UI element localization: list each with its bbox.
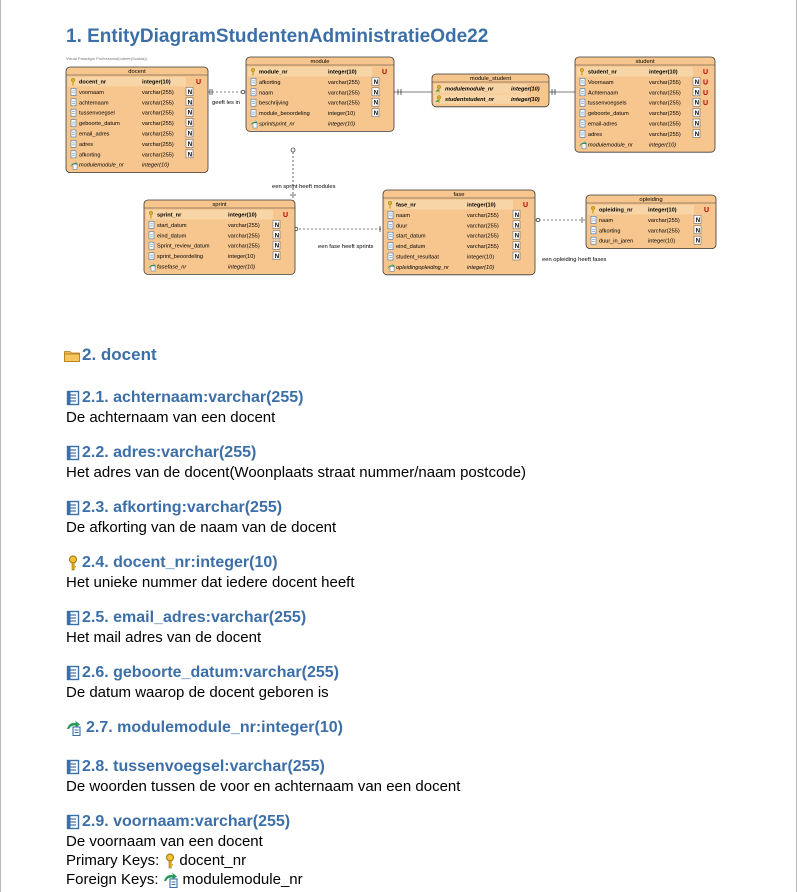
column-icon: [149, 221, 154, 228]
entity-column-name: naam: [599, 217, 613, 224]
column-icon: [71, 120, 76, 127]
entity-title: student: [635, 59, 655, 65]
entity-column-type: integer(10): [142, 162, 170, 169]
entity-column-type: varchar(255): [142, 110, 174, 117]
section-title: [64, 345, 157, 365]
rel-end-circle: [241, 90, 245, 94]
attribute-description: Het adres van de docent(Woonplaats straat nummer/naam postcode): [66, 464, 526, 481]
attribute-heading-text: 2.8. tussenvoegsel:varchar(255): [82, 758, 325, 775]
attribute-description: Het mail adres van de docent: [66, 629, 262, 646]
entity-column-name: duur: [396, 223, 408, 230]
primary-keys-line: [66, 851, 303, 870]
entity-column-name: sprintsprint_nr: [259, 121, 295, 128]
column-icon: [66, 500, 80, 516]
column-icon: [71, 88, 76, 95]
entity-title: module_student: [469, 76, 512, 82]
entity-column-type: integer(10): [228, 254, 256, 261]
entity-column-name: modulemodule_nr: [588, 142, 633, 149]
foreign-keys-label: Foreign Keys:: [66, 871, 159, 888]
primary-key-icon: [163, 853, 177, 869]
column-icon: [580, 110, 585, 117]
rel-end-circle: [536, 218, 540, 222]
entity-column-name: eind_datum: [396, 244, 426, 251]
entity-title: opleiding: [639, 197, 663, 203]
entity-column-type: varchar(255): [649, 100, 681, 107]
svg-text:N: N: [695, 228, 701, 235]
entity-column-type: varchar(255): [649, 79, 681, 86]
column-icon: [388, 211, 393, 218]
entity-column-type: varchar(255): [467, 223, 499, 230]
column-icon: [71, 151, 76, 158]
attribute-heading-text: 2.6. geboorte_datum:varchar(255): [82, 664, 339, 681]
attribute-heading: [66, 388, 303, 408]
svg-text:N: N: [187, 131, 193, 138]
rel-label-sprint-fase: een fase heeft sprints: [318, 244, 374, 250]
attribute-heading: [66, 443, 526, 463]
column-icon: [251, 99, 256, 106]
column-icon: [388, 232, 393, 239]
column-icon: [580, 120, 585, 127]
column-icon: [591, 216, 596, 223]
entity-column-name: student_nr: [588, 69, 617, 76]
svg-text:N: N: [373, 111, 379, 118]
svg-text:N: N: [187, 100, 193, 107]
svg-text:N: N: [274, 254, 280, 261]
entity-column-name: modulemodule_nr: [79, 162, 124, 169]
entity-column-type: integer(10): [328, 111, 356, 118]
svg-text:N: N: [187, 89, 193, 96]
column-icon: [149, 242, 154, 249]
entity-column-name: fasefase_nr: [157, 264, 187, 271]
svg-text:N: N: [694, 100, 700, 107]
entity-column-name: email_adres: [79, 131, 110, 138]
entity-title: module: [310, 59, 330, 65]
entity-column-name: duur_in_jaren: [599, 238, 634, 245]
folder-icon: [64, 350, 80, 362]
entity-column-type: varchar(255): [467, 244, 499, 251]
entity-column-type: varchar(255): [648, 217, 680, 224]
column-icon: [66, 814, 80, 830]
entity-sprint: [144, 200, 295, 274]
primary-key-icon: [66, 555, 80, 571]
attribute-heading-text: 2.9. voornaam:varchar(255): [82, 813, 291, 830]
entity-column-type: varchar(255): [228, 243, 260, 250]
watermark: Visual Paradigm Professional(odeee(Scalda)): [66, 56, 147, 61]
attribute-heading-text: 2.3. afkorting:varchar(255): [82, 499, 283, 516]
entity-column-name: afkorting: [259, 79, 281, 86]
attribute-entry: [66, 498, 336, 537]
primary-keys-label: Primary Keys:: [66, 852, 160, 869]
column-icon: [149, 253, 154, 260]
entity-column-type: varchar(255): [649, 90, 681, 97]
entity-column-type: integer(10): [467, 264, 495, 271]
column-icon: [388, 243, 393, 250]
attribute-heading: [66, 812, 303, 832]
foreign-keys-value: modulemodule_nr: [182, 871, 303, 888]
attribute-entry: [66, 718, 343, 738]
entity-column-name: geboorte_datum: [588, 111, 629, 118]
column-icon: [580, 89, 585, 96]
column-icon: [591, 227, 596, 234]
entity-column-name: start_datum: [157, 222, 187, 229]
entity-column-type: varchar(255): [649, 121, 681, 128]
svg-text:N: N: [694, 131, 700, 138]
column-icon: [388, 222, 393, 229]
entity-column-type: integer(10): [648, 207, 677, 214]
attribute-description: De voornaam van een docent: [66, 833, 263, 850]
attribute-heading-text: 2.4. docent_nr:integer(10): [82, 554, 278, 571]
attribute-description: De woorden tussen de voor en achternaam van een docent: [66, 778, 461, 795]
entity-column-type: varchar(255): [142, 131, 174, 138]
column-icon: [251, 110, 256, 117]
rel-label-docent-module: geeft les in: [212, 100, 241, 106]
section-title-text: 2. docent: [82, 345, 157, 364]
entity-column-name: module_nr: [259, 69, 288, 76]
attribute-entry: [66, 757, 460, 796]
column-icon: [580, 78, 585, 85]
entity-column-type: integer(10): [511, 96, 540, 103]
entity-column-type: varchar(255): [328, 79, 360, 86]
entity-column-type: integer(10): [142, 79, 171, 86]
unique-badge: U: [703, 69, 709, 76]
entity-column-type: integer(10): [649, 69, 678, 76]
column-icon: [251, 89, 256, 96]
attribute-description: De achternaam van een docent: [66, 409, 276, 426]
entity-column-type: integer(10): [648, 238, 676, 245]
svg-text:N: N: [274, 222, 280, 229]
svg-text:N: N: [694, 79, 700, 86]
svg-text:N: N: [373, 100, 379, 107]
unique-badge: U: [196, 79, 202, 86]
entity-column-name: voornaam: [79, 89, 104, 96]
entity-fase: [383, 190, 535, 275]
rel-label-fase-opleiding: een opleiding heeft fases: [542, 257, 607, 263]
entity-column-name: achternaam: [79, 100, 109, 107]
entity-column-type: varchar(255): [228, 222, 260, 229]
attribute-heading: [66, 608, 306, 628]
entity-column-name: Voornaam: [588, 79, 614, 86]
entity-column-name: opleiding_nr: [599, 207, 633, 214]
svg-text:N: N: [187, 121, 193, 128]
entity-module: [246, 57, 394, 131]
entity-column-name: email-adres: [588, 121, 618, 128]
entity-student: [575, 57, 715, 152]
attribute-heading: [66, 553, 355, 573]
entity-column-type: integer(10): [649, 142, 677, 149]
unique-badge: U: [283, 212, 289, 219]
entity-column-name: module_beoordeling: [259, 111, 310, 118]
entity-column-name: afkorting: [79, 152, 101, 159]
entity-column-type: varchar(255): [142, 121, 174, 128]
column-icon: [66, 610, 80, 626]
entity-column-type: varchar(255): [142, 141, 174, 148]
entity-column-name: Achternaam: [588, 90, 619, 97]
entity-column-type: varchar(255): [142, 100, 174, 107]
entity-column-type: integer(10): [228, 212, 257, 219]
entity-column-name: sprint_nr: [157, 212, 182, 219]
attribute-heading-text: 2.7. modulemodule_nr:integer(10): [86, 719, 343, 736]
attribute-entry: [66, 663, 339, 702]
attribute-entry: [66, 388, 303, 427]
attribute-description: De datum waarop de docent geboren is: [66, 684, 329, 701]
svg-text:N: N: [187, 110, 193, 117]
svg-text:N: N: [514, 212, 520, 219]
entity-column-type: varchar(255): [649, 111, 681, 118]
column-icon: [251, 78, 256, 85]
entity-column-name: docent_nr: [79, 79, 107, 86]
entity-module-student: [432, 74, 549, 107]
entity-column-name: tussenvoegsels: [588, 100, 627, 107]
column-icon: [591, 237, 596, 244]
svg-text:N: N: [187, 152, 193, 159]
entity-column-name: beschrijving: [259, 100, 289, 107]
entity-title: sprint: [212, 202, 227, 208]
entity-column-name: geboorte_datum: [79, 121, 120, 128]
entity-title: docent: [128, 69, 146, 75]
entity-diagram: [60, 52, 730, 297]
column-icon: [71, 140, 76, 147]
entity-column-type: varchar(255): [142, 152, 174, 159]
unique-badge: U: [703, 89, 709, 97]
attribute-heading: [66, 718, 343, 738]
column-icon: [149, 232, 154, 239]
primary-keys-value: docent_nr: [179, 852, 247, 869]
column-icon: [66, 390, 80, 406]
entity-column-type: integer(10): [467, 254, 495, 261]
page-title: 1. EntityDiagramStudentenAdministratieOde22: [66, 26, 489, 47]
attribute-entry: [66, 812, 303, 889]
entity-column-type: integer(10): [511, 86, 540, 93]
svg-text:N: N: [514, 223, 520, 230]
entity-column-name: student_resultaat: [396, 254, 439, 261]
attribute-entry: [66, 608, 306, 647]
foreign-keys-line: [66, 870, 303, 889]
page-border-left: [0, 0, 1, 892]
foreign-key-icon: [163, 872, 181, 888]
entity-column-type: varchar(255): [328, 90, 360, 97]
svg-text:N: N: [373, 90, 379, 97]
svg-text:N: N: [514, 244, 520, 251]
entity-column-name: adres: [79, 141, 93, 148]
attribute-description: De afkorting van de naam van de docent: [66, 519, 337, 536]
svg-text:N: N: [695, 238, 701, 245]
attribute-heading-text: 2.5. email_adres:varchar(255): [82, 609, 307, 626]
svg-text:N: N: [694, 121, 700, 128]
svg-text:N: N: [694, 90, 700, 97]
attribute-entry: [66, 553, 355, 592]
attribute-heading-text: 2.2. adres:varchar(255): [82, 444, 257, 461]
foreign-key-icon: [66, 720, 84, 736]
svg-text:N: N: [373, 79, 379, 86]
attribute-heading: [66, 498, 336, 518]
svg-text:N: N: [274, 243, 280, 250]
unique-badge: U: [703, 100, 709, 108]
rel-label-module-sprint: een sprint heeft modules: [272, 184, 336, 190]
unique-badge: U: [382, 69, 388, 76]
attribute-heading-text: 2.1. achternaam:varchar(255): [82, 389, 304, 406]
attribute-entry: [66, 443, 526, 482]
entity-column-type: varchar(255): [328, 100, 360, 107]
column-icon: [71, 99, 76, 106]
svg-text:N: N: [695, 217, 701, 224]
entities-layer: [66, 57, 716, 275]
unique-badge: U: [523, 202, 529, 209]
entity-column-name: sprint_beoordeling: [157, 254, 204, 261]
entity-column-type: integer(10): [328, 69, 357, 76]
attribute-heading: [66, 663, 339, 683]
entity-column-name: modulemodule_nr: [445, 86, 494, 93]
entity-column-name: fase_nr: [396, 202, 416, 209]
entity-column-name: eind_datum: [157, 233, 187, 240]
svg-text:N: N: [514, 254, 520, 261]
column-icon: [580, 99, 585, 106]
entity-column-type: varchar(255): [649, 131, 681, 138]
column-icon: [388, 253, 393, 260]
rel-end-circle: [291, 148, 295, 152]
entity-column-name: studentstudent_nr: [445, 96, 495, 103]
entity-column-type: varchar(255): [467, 212, 499, 219]
entity-column-type: varchar(255): [467, 233, 499, 240]
unique-badge: U: [704, 207, 710, 214]
entity-column-type: varchar(255): [142, 89, 174, 96]
entity-column-name: naam: [259, 90, 273, 97]
entity-docent: [66, 67, 208, 173]
entity-column-name: Sprint_review_datum: [157, 243, 210, 250]
entity-column-type: varchar(255): [228, 233, 260, 240]
column-icon: [66, 445, 80, 461]
svg-text:N: N: [514, 233, 520, 240]
entity-column-name: opleidingopleiding_nr: [396, 264, 449, 271]
entity-column-name: afkorting: [599, 228, 621, 235]
column-icon: [580, 130, 585, 137]
column-icon: [66, 665, 80, 681]
column-icon: [71, 130, 76, 137]
entity-column-type: varchar(255): [648, 228, 680, 235]
svg-text:N: N: [274, 233, 280, 240]
entity-column-name: adres: [588, 131, 602, 138]
attribute-heading: [66, 757, 460, 777]
entity-title: fase: [453, 192, 465, 198]
svg-text:N: N: [694, 111, 700, 118]
entity-column-name: tussenvoegsel: [79, 110, 115, 117]
column-icon: [71, 109, 76, 116]
unique-badge: U: [703, 79, 709, 87]
entity-opleiding: [586, 195, 716, 249]
column-icon: [66, 759, 80, 775]
svg-text:N: N: [187, 141, 193, 148]
entity-column-type: integer(10): [328, 121, 356, 128]
entity-column-type: integer(10): [467, 202, 496, 209]
entity-column-name: start_datum: [396, 233, 426, 240]
attribute-description: Het unieke nummer dat iedere docent heeft: [66, 574, 355, 591]
entity-column-name: naam: [396, 212, 410, 219]
entity-column-type: integer(10): [228, 264, 256, 271]
